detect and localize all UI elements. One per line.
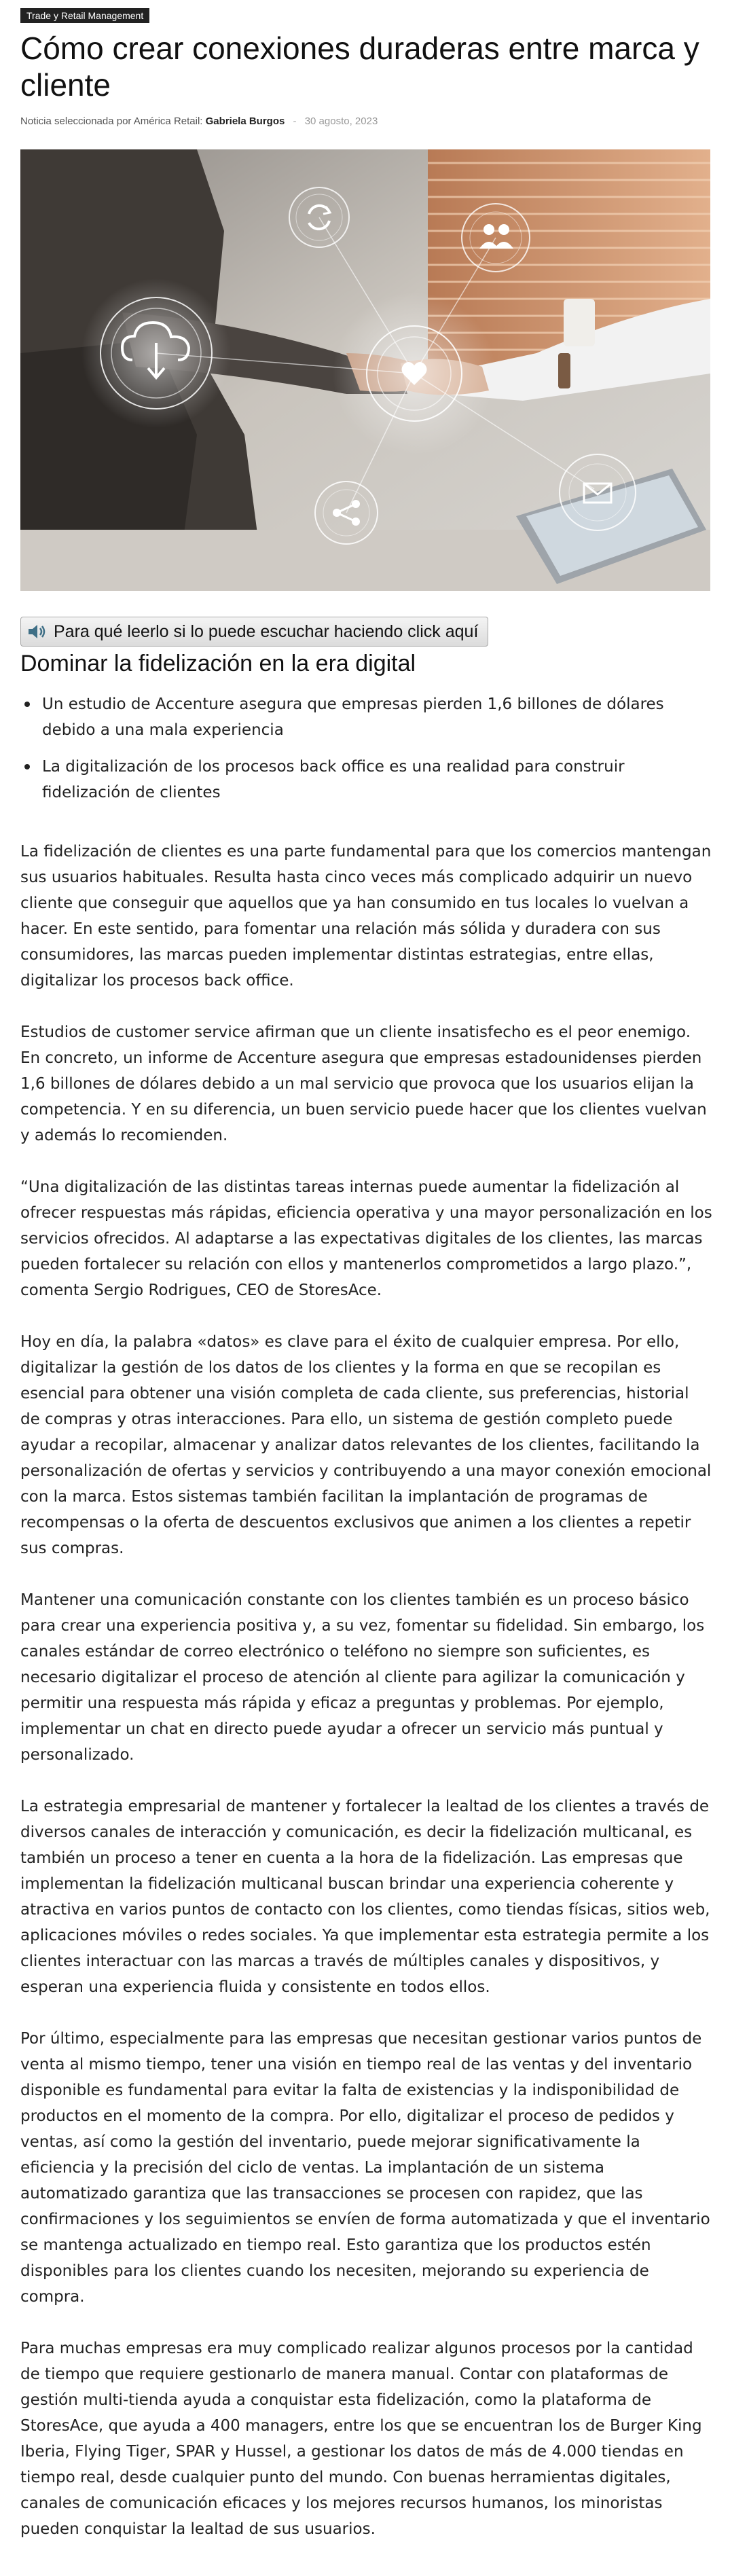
paragraph: Para muchas empresas era muy complicado realizar algunos procesos por la cantidad de tiempo que requiere gestionarlo de manera manual. Contar con plataformas de gestión multi-tienda ayuda a conquistar esta fidelización, como la plataforma de StoresAce, que ayuda a 400 managers, entre los que se encuentran los de Burger King Iberia, Flying Tiger, SPAR y Hussel, a gestionar los datos de más de 4.000 tiendas en tiempo real, desde cualquier punto del mundo. Con buenas herramientas digitales, canales de comunicación eficaces y los mejores recursos humanos, los minoristas pueden conquistar la lealtad de sus usuarios. bbox=[20, 2340, 702, 2538]
byline-prefix: Noticia seleccionada por América Retail: bbox=[20, 115, 203, 127]
hero-image bbox=[20, 149, 710, 591]
paragraph: “Una digitalización de las distintas tareas internas puede aumentar la fidelización al ofrecer respuestas más rápidas, eficiencia operativa y una mayor personalización en los servicios ofrecidos. Al adaptarse a las expectativas digitales de los clientes, las marcas pueden fortalecer su relación con ellos y mantenerlos comprometidos a largo plazo.”, comenta Sergio Rodrigues, CEO de StoresAce. bbox=[20, 1178, 712, 1299]
bullet-item: La digitalización de los procesos back office es una realidad para construir fidelización de clientes bbox=[42, 754, 713, 805]
listen-audio-button[interactable] bbox=[20, 617, 488, 647]
byline bbox=[20, 115, 378, 127]
article-body bbox=[20, 839, 713, 2568]
paragraph: Hoy en día, la palabra «datos» es clave para el éxito de cualquier empresa. Por ello, digitalizar la gestión de los datos de los clientes y la forma en que se recopilan es esencial para obtener una visión completa de cada cliente, sus preferencias, historial de compras y otras interacciones. Para ello, un sistema de gestión completo puede ayudar a recopilar, almacenar y analizar datos relevantes de los clientes, facilitando la personalización de ofertas y servicios y contribuyendo a una mayor conexión emocional con la marca. Estos sistemas también facilitan la implantación de programas de recompensas o la oferta de descuentos exclusivos que animen a los clientes a repetir sus compras. bbox=[20, 1333, 712, 1557]
paragraph: La estrategia empresarial de mantener y fortalecer la lealtad de los clientes a través de diversos canales de interacción y comunicación, es decir la fidelización multicanal, es también un proceso a tener en cuenta a la hora de la fidelización. Las empresas que implementan la fidelización multicanal buscan brindar una experiencia coherente y atractiva en varios puntos de contacto con los clientes, como tiendas físicas, sitios web, aplicaciones móviles o redes sociales. Ya que implementar esta estrategia permite a los clientes interactuar con las marcas a través de múltiples canales y dispositivos, y esperan una experiencia fluida y consistente en todos ellos. bbox=[20, 1798, 710, 1996]
paragraph: La fidelización de clientes es una parte fundamental para que los comercios mantengan sus usuarios habituales. Resulta hasta cinco veces más complicado adquirir un nuevo cliente que conseguir que aquellos que ya han consumido en tus locales lo vuelvan a hacer. En este sentido, para fomentar una relación más sólida y duradera con sus consumidores, las marcas pueden implementar distintas estrategias, entre ellas, digitalizar los procesos back office. bbox=[20, 843, 712, 990]
publish-date: 30 agosto, 2023 bbox=[304, 115, 378, 127]
paragraph: Por último, especialmente para las empresas que necesitan gestionar varios puntos de venta al mismo tiempo, tener una visión en tiempo real de las ventas y del inventario disponible es fundamental para evitar la falta de existencias y la indisponibilidad de productos en el momento de la compra. Por ello, digitalizar el proceso de pedidos y ventas, así como la gestión del inventario, puede mejorar significativamente la eficiencia y la precisión del ciclo de ventas. La implantación de un sistema automatizado garantiza que las transacciones se procesen con rapidez, que las confirmaciones y los seguimientos se envíen de forma automatizada y que el inventario se mantenga actualizado en tiempo real. Esto garantiza que los productos estén disponibles para los clientes cuando los necesiten, mejorando su experiencia de compra. bbox=[20, 2030, 710, 2306]
listen-button-label: Para qué leerlo si lo puede escuchar haciendo click aquí bbox=[54, 621, 479, 641]
category-tag[interactable]: Trade y Retail Management bbox=[20, 8, 149, 23]
author-link[interactable]: Gabriela Burgos bbox=[205, 115, 285, 127]
paragraph: Mantener una comunicación constante con los clientes también es un proceso básico para crear una experiencia positiva y, a su vez, fomentar su fidelidad. Sin embargo, los canales estándar de correo electrónico o teléfono no siempre son suficientes, es necesario digitalizar el proceso de atención al cliente para agilizar la comunicación y permitir una respuesta más rápida y eficaz a preguntas y problemas. Por ejemplo, implementar un chat en directo puede ayudar a ofrecer un servicio más puntual y personalizado. bbox=[20, 1591, 705, 1764]
bullet-item: Un estudio de Accenture asegura que empresas pierden 1,6 billones de dólares debido a una mala experiencia bbox=[42, 691, 713, 743]
speaker-icon bbox=[26, 622, 48, 641]
article-title: Cómo crear conexiones duraderas entre marca y cliente bbox=[20, 31, 699, 103]
paragraph: Estudios de customer service afirman que un cliente insatisfecho es el peor enemigo. En concreto, un informe de Accenture asegura que empresas estadounidenses pierden 1,6 billones de dólares debido a un mal servicio que provoca que los usuarios elijan la competencia. Y en su diferencia, un buen servicio puede hacer que los clientes vuelvan y además lo recomienden. bbox=[20, 1023, 707, 1144]
summary-bullets bbox=[20, 691, 713, 816]
section-heading: Dominar la fidelización en la era digital bbox=[20, 651, 416, 676]
byline-separator: - bbox=[293, 115, 297, 127]
